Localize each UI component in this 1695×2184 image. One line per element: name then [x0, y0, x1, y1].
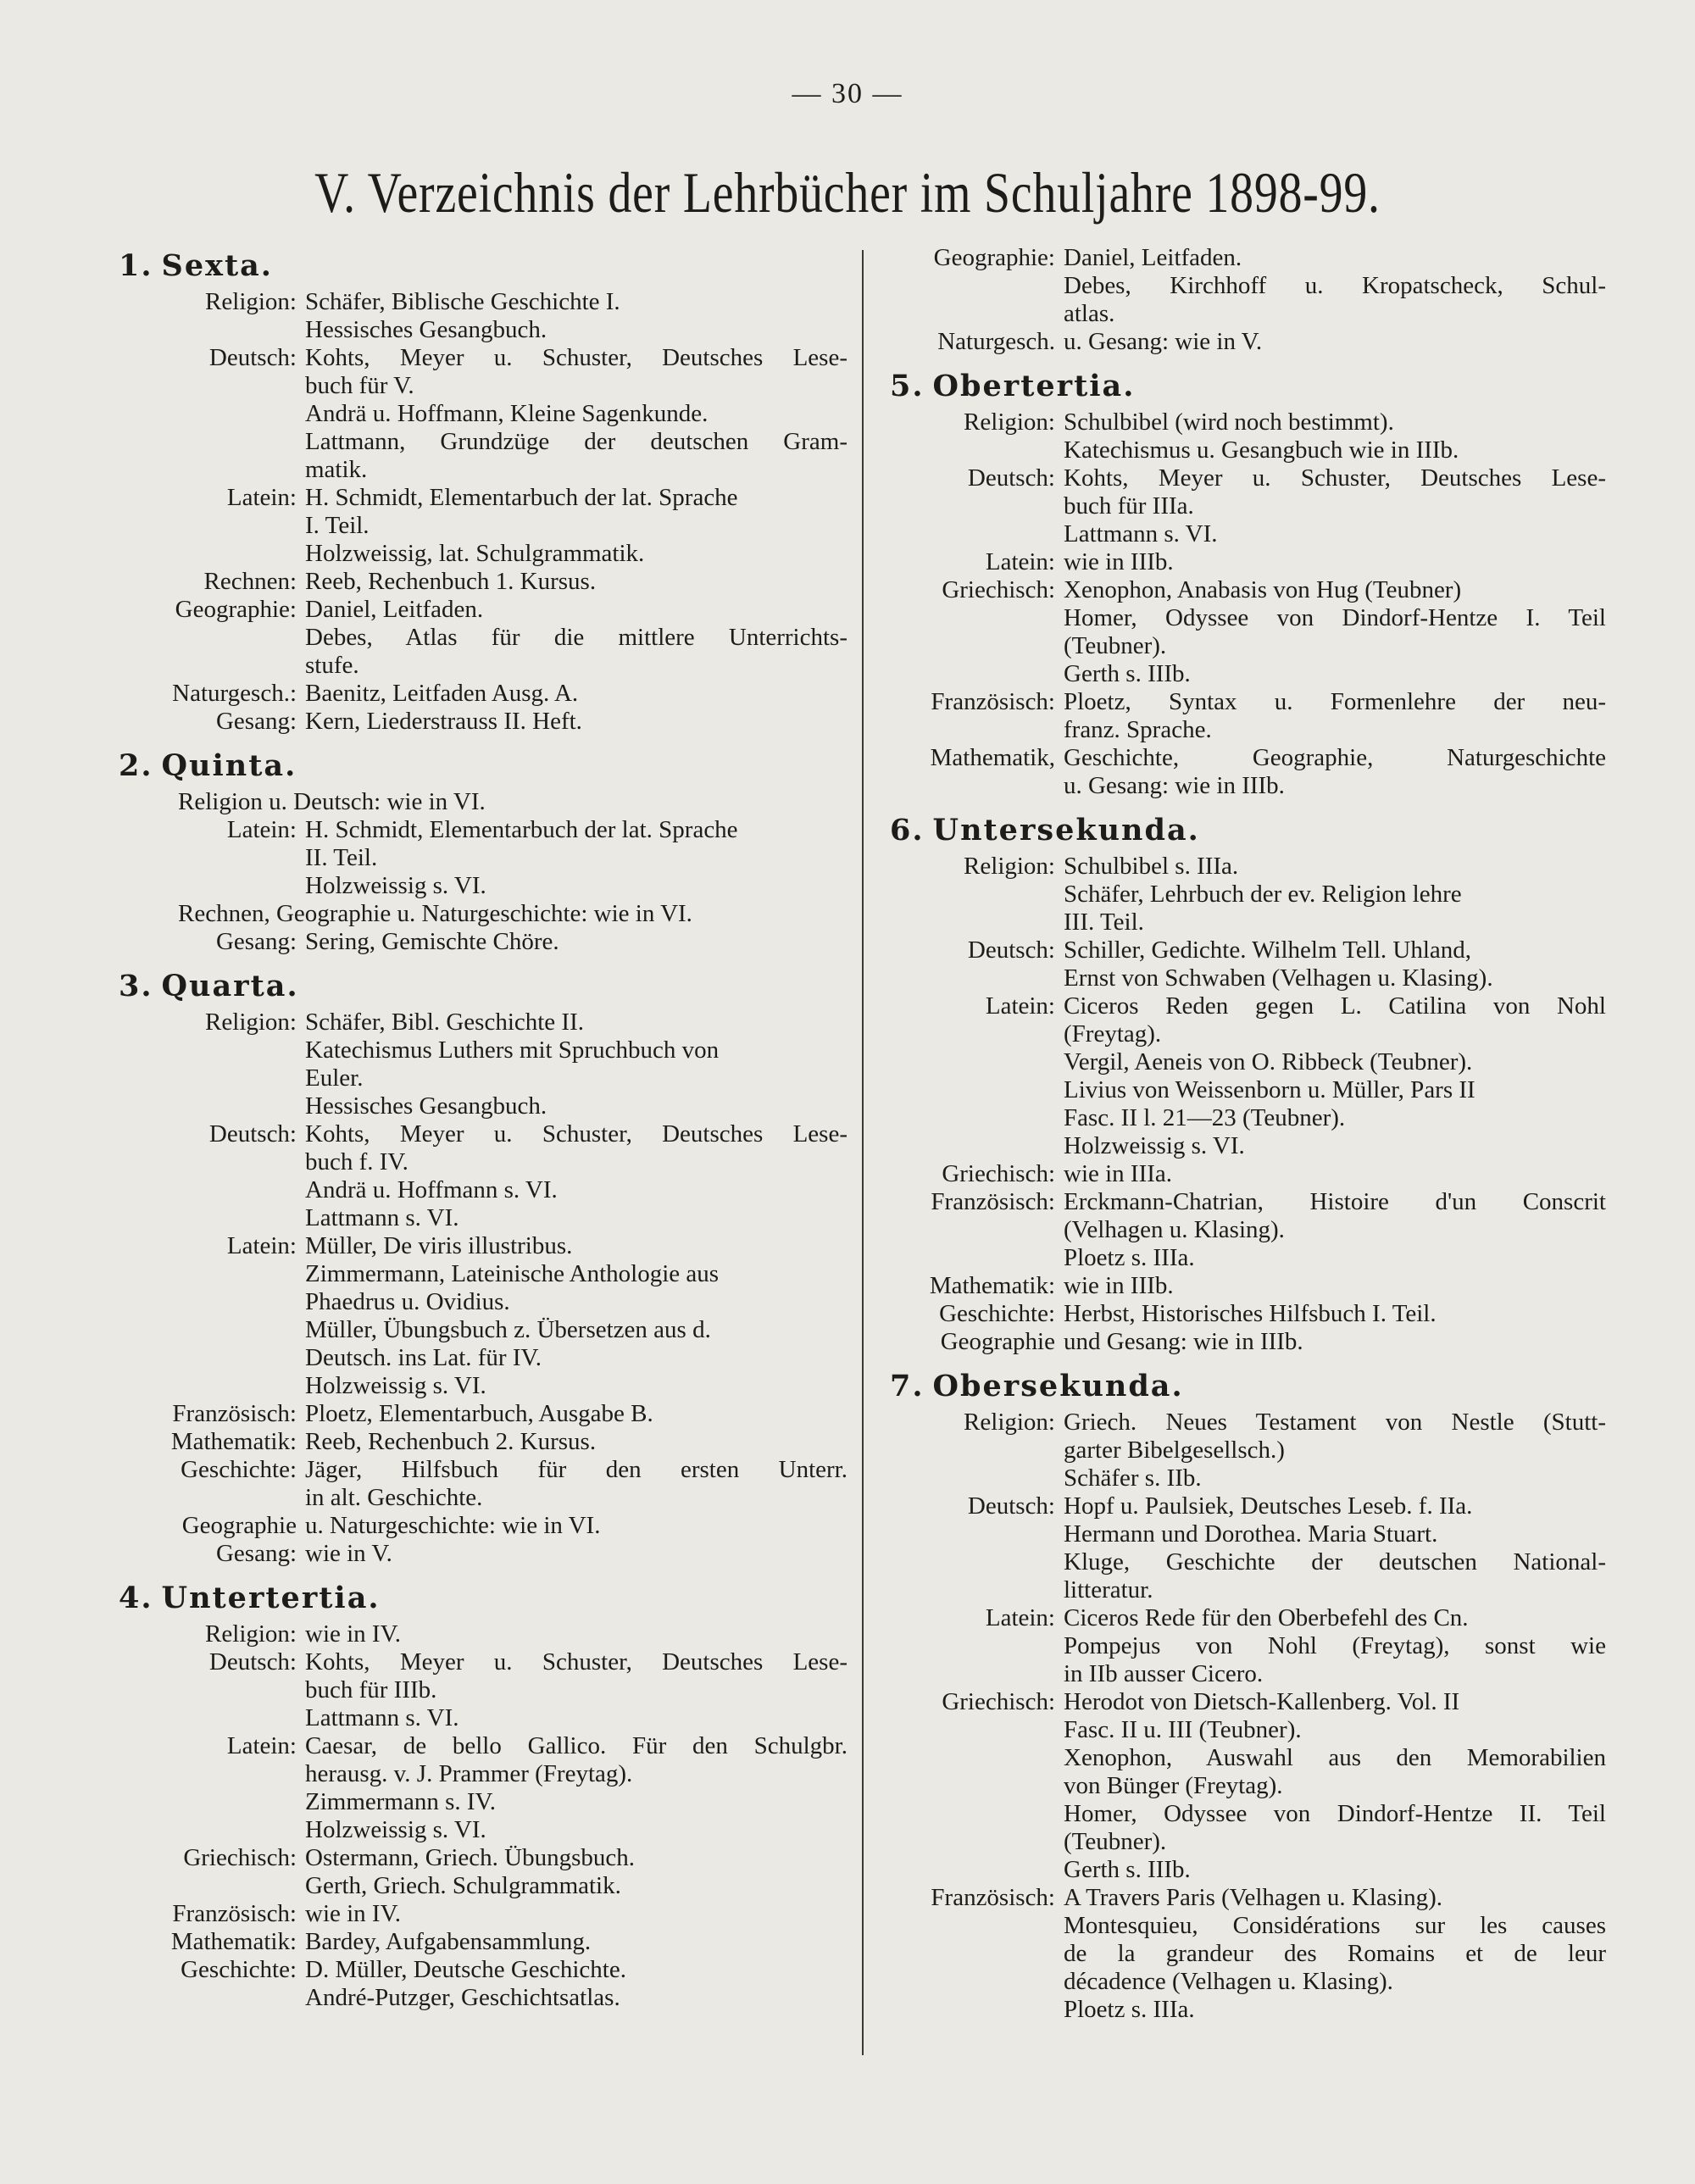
subject-label: Latein: — [226, 816, 297, 843]
book-list — [305, 1900, 848, 1928]
book-line: Andrä u. Hoffmann s. VI. — [305, 1176, 558, 1203]
subject-label: Griechisch: — [942, 576, 1055, 603]
book-line: Kluge, Geschichte der deutschen National- — [1064, 1548, 1606, 1575]
subject-label: Französisch: — [931, 1884, 1055, 1911]
page-number: — 30 — — [792, 78, 903, 109]
section-number: 4. — [119, 1581, 153, 1615]
book-line: Debes, Atlas für die mittlere Unterrichts- — [305, 624, 848, 651]
section-number: 5. — [890, 369, 925, 403]
book-line: Homer, Odyssee von Dindorf-Hentze II. Teil — [1064, 1800, 1606, 1827]
book-line: André-Putzger, Geschichtsatlas. — [305, 1984, 620, 2011]
subject-label: Naturgesch. — [937, 328, 1055, 355]
book-list — [1064, 328, 1606, 356]
subject-label: Gesang: — [215, 1540, 297, 1567]
book-line: Caesar, de bello Gallico. Für den Schulgbr. — [305, 1732, 848, 1759]
book-line: Phaedrus u. Ovidius. — [305, 1288, 510, 1315]
entry-line: Rechnen, Geographie u. Naturgeschichte: wie in VI. — [178, 900, 692, 927]
book-line: Baenitz, Leitfaden Ausg. A. — [305, 680, 579, 707]
book-line: buch für IIIb. — [305, 1676, 437, 1703]
book-line: Gerth s. IIIb. — [1064, 1856, 1191, 1883]
book-list — [305, 928, 848, 956]
book-line: Schulbibel s. IIIa. — [1064, 853, 1239, 880]
book-line: Ciceros Reden gegen L. Catilina von Nohl — [1064, 992, 1606, 1020]
section-name: Sexta. — [161, 248, 273, 283]
book-line: wie in IIIb. — [1064, 548, 1174, 575]
entry — [890, 1409, 1606, 1492]
section-name: Quarta. — [161, 969, 299, 1003]
book-line: wie in V. — [305, 1540, 392, 1567]
book-line: matik. — [305, 456, 368, 483]
book-line: garter Bibelgesellsch.) — [1064, 1437, 1285, 1464]
book-line: Fasc. II l. 21—23 (Teubner). — [1064, 1104, 1346, 1131]
book-list — [1064, 853, 1606, 936]
subject-label: Mathematik: — [170, 1928, 297, 1955]
subject-label: Mathematik: — [929, 1272, 1055, 1299]
book-line: Geschichte, Geographie, Naturgeschichte — [1064, 744, 1606, 771]
book-line: décadence (Velhagen u. Klasing). — [1064, 1968, 1393, 1995]
book-line: Kohts, Meyer u. Schuster, Deutsches Lese- — [305, 344, 848, 371]
book-list — [305, 1648, 848, 1732]
book-line: Lattmann s. VI. — [305, 1704, 459, 1731]
subject-label: Deutsch: — [967, 936, 1055, 964]
subject-label: Griechisch: — [183, 1844, 297, 1871]
entry — [890, 1328, 1606, 1356]
book-line: Erckmann-Chatrian, Histoire d'un Conscrit — [1064, 1188, 1606, 1215]
book-line: Daniel, Leitfaden. — [1064, 244, 1242, 271]
book-line: Lattmann s. VI. — [1064, 520, 1218, 547]
book-line: Hopf u. Paulsiek, Deutsches Leseb. f. IIa. — [1064, 1492, 1473, 1520]
book-line: Herodot von Dietsch-Kallenberg. Vol. II — [1064, 1688, 1460, 1715]
subject-label: Französisch: — [172, 1900, 297, 1927]
entry — [119, 484, 848, 568]
subject-label: Religion: — [205, 288, 297, 315]
subject-label: Geographie — [940, 1328, 1055, 1355]
entry — [119, 1732, 848, 1844]
book-line: Schäfer, Lehrbuch der ev. Religion lehre — [1064, 881, 1462, 908]
book-list — [305, 596, 848, 680]
book-line: buch für V. — [305, 372, 414, 399]
section-number: 1. — [119, 248, 153, 283]
subject-label: Latein: — [226, 1732, 297, 1759]
page-title: V. Verzeichnis der Lehrbücher im Schuljahre 1898-99. — [314, 160, 1381, 225]
section-heading — [119, 964, 848, 1009]
book-line: Reeb, Rechenbuch 1. Kursus. — [305, 568, 597, 595]
subject-label: Geographie: — [933, 244, 1055, 271]
book-line: von Bünger (Freytag). — [1064, 1772, 1283, 1799]
book-line: Schäfer, Bibl. Geschichte II. — [305, 1009, 584, 1036]
subject-label: Religion: — [964, 853, 1055, 880]
book-list — [1064, 1300, 1606, 1328]
book-line: (Velhagen u. Klasing). — [1064, 1216, 1285, 1243]
subject-label: Französisch: — [931, 1188, 1055, 1215]
book-line: Xenophon, Anabasis von Hug (Teubner) — [1064, 576, 1462, 603]
subject-label: Deutsch: — [967, 1492, 1055, 1520]
book-line: Hessisches Gesangbuch. — [305, 1092, 547, 1120]
section-heading — [890, 1364, 1606, 1409]
section-heading — [119, 744, 848, 788]
book-line: Ciceros Rede für den Oberbefehl des Cn. — [1064, 1604, 1469, 1631]
book-line: wie in IIIb. — [1064, 1272, 1174, 1299]
entry — [890, 1300, 1606, 1328]
book-line: litteratur. — [1064, 1576, 1153, 1603]
book-list — [1064, 408, 1606, 464]
entry — [890, 744, 1606, 800]
entry — [119, 344, 848, 484]
subject-label: Geschichte: — [939, 1300, 1055, 1327]
subject-label: Religion: — [964, 1409, 1055, 1436]
section-name: Untersekunda. — [932, 813, 1200, 847]
entry — [119, 1956, 848, 2012]
subject-label: Griechisch: — [942, 1160, 1055, 1187]
entry — [119, 1009, 848, 1120]
book-list — [305, 816, 848, 900]
book-list — [1064, 744, 1606, 800]
section-name: Obersekunda. — [932, 1369, 1184, 1403]
book-list — [1064, 1272, 1606, 1300]
book-list — [305, 708, 848, 736]
entry — [890, 1188, 1606, 1272]
section-heading — [119, 1576, 848, 1620]
book-line: Lattmann s. VI. — [305, 1204, 459, 1231]
subject-label: Latein: — [226, 1232, 297, 1259]
book-line: u. Naturgeschichte: wie in VI. — [305, 1512, 601, 1539]
entry — [119, 680, 848, 708]
book-line: (Teubner). — [1064, 1828, 1167, 1855]
book-list — [1064, 936, 1606, 992]
book-line: Schiller, Gedichte. Wilhelm Tell. Uhland, — [1064, 936, 1472, 964]
entry — [119, 1648, 848, 1732]
entry — [890, 936, 1606, 992]
book-list — [1064, 1688, 1606, 1884]
subject-label: Mathematik: — [170, 1428, 297, 1455]
book-line: (Freytag). — [1064, 1020, 1162, 1048]
entry — [890, 1160, 1606, 1188]
book-line: Holzweissig s. VI. — [305, 872, 486, 899]
book-line: Müller, Übungsbuch z. Übersetzen aus d. — [305, 1316, 711, 1343]
book-list — [305, 1928, 848, 1956]
book-list — [1064, 1188, 1606, 1272]
book-line: Euler. — [305, 1064, 364, 1092]
book-line: Kern, Liederstrauss II. Heft. — [305, 708, 582, 735]
entry — [119, 1512, 848, 1540]
book-line: stufe. — [305, 652, 359, 679]
subject-label: Geographie — [181, 1512, 297, 1539]
book-line: Xenophon, Auswahl aus den Memorabilien — [1064, 1744, 1606, 1771]
entry — [119, 1400, 848, 1428]
book-list — [305, 1844, 848, 1900]
book-line: Jäger, Hilfsbuch für den ersten Unterr. — [305, 1456, 848, 1483]
book-line: II. Teil. — [305, 844, 378, 871]
book-list — [1064, 576, 1606, 688]
book-line: Holzweissig s. VI. — [305, 1372, 486, 1399]
section-number: 3. — [119, 969, 153, 1003]
book-line: buch für IIIa. — [1064, 492, 1194, 520]
book-list — [1064, 688, 1606, 744]
entry — [890, 244, 1606, 328]
book-line: Holzweissig s. VI. — [305, 1816, 486, 1843]
book-line: Ploetz, Elementarbuch, Ausgabe B. — [305, 1400, 653, 1427]
subject-label: Latein: — [226, 484, 297, 511]
book-list — [1064, 1604, 1606, 1688]
entry — [119, 1456, 848, 1512]
book-line: Gerth, Griech. Schulgrammatik. — [305, 1872, 621, 1899]
book-line: Kohts, Meyer u. Schuster, Deutsches Lese- — [1064, 464, 1606, 492]
book-line: Kohts, Meyer u. Schuster, Deutsches Lese- — [305, 1648, 848, 1676]
book-line: Fasc. II u. III (Teubner). — [1064, 1716, 1302, 1743]
book-line: Daniel, Leitfaden. — [305, 596, 484, 623]
book-line: Hermann und Dorothea. Maria Stuart. — [1064, 1520, 1438, 1548]
subject-label: Französisch: — [931, 688, 1055, 715]
book-line: u. Gesang: wie in V. — [1064, 328, 1263, 355]
book-line: (Teubner). — [1064, 632, 1167, 659]
entry — [119, 1928, 848, 1956]
book-line: herausg. v. J. Prammer (Freytag). — [305, 1760, 633, 1787]
book-list — [1064, 548, 1606, 576]
book-line: Debes, Kirchhoff u. Kropatscheck, Schul- — [1064, 272, 1606, 299]
book-line: III. Teil. — [1064, 909, 1144, 936]
book-line: Gerth s. IIIb. — [1064, 660, 1191, 687]
book-list — [1064, 244, 1606, 328]
book-line: Holzweissig, lat. Schulgrammatik. — [305, 540, 645, 567]
book-line: Deutsch. ins Lat. für IV. — [305, 1344, 542, 1371]
book-line: u. Gesang: wie in IIIb. — [1064, 772, 1285, 799]
book-list — [1064, 1160, 1606, 1188]
book-line: Vergil, Aeneis von O. Ribbeck (Teubner). — [1064, 1048, 1473, 1075]
book-list — [305, 344, 848, 484]
book-line: Griech. Neues Testament von Nestle (Stutt- — [1064, 1409, 1606, 1436]
book-line: Katechismus Luthers mit Spruchbuch von — [305, 1036, 720, 1064]
book-line: Herbst, Historisches Hilfsbuch I. Teil. — [1064, 1300, 1437, 1327]
book-list — [305, 568, 848, 596]
entry — [890, 576, 1606, 688]
subject-label: Gesang: — [215, 708, 297, 735]
entry — [119, 596, 848, 680]
entry — [119, 1844, 848, 1900]
section-name: Untertertia. — [161, 1581, 381, 1615]
book-line: Ernst von Schwaben (Velhagen u. Klasing). — [1064, 964, 1493, 992]
entry — [119, 568, 848, 596]
entry — [890, 464, 1606, 548]
section-heading — [890, 809, 1606, 853]
book-line: Lattmann, Grundzüge der deutschen Gram- — [305, 428, 848, 455]
book-line: Holzweissig s. VI. — [1064, 1132, 1245, 1159]
book-line: Schäfer, Biblische Geschichte I. — [305, 288, 620, 315]
book-line: Zimmermann, Lateinische Anthologie aus — [305, 1260, 720, 1287]
subject-label: Religion: — [205, 1620, 297, 1648]
right-column — [890, 244, 1606, 2024]
subject-label: Deutsch: — [967, 464, 1055, 492]
book-line: Livius von Weissenborn u. Müller, Pars II — [1064, 1076, 1475, 1103]
section-number: 6. — [890, 813, 925, 847]
book-list — [305, 1956, 848, 2012]
book-line: buch f. IV. — [305, 1148, 408, 1175]
book-line: Montesquieu, Considérations sur les causes — [1064, 1912, 1606, 1939]
entry — [890, 1604, 1606, 1688]
subject-label: Deutsch: — [208, 344, 297, 371]
subject-label: Griechisch: — [942, 1688, 1055, 1715]
book-line: wie in IIIa. — [1064, 1160, 1173, 1187]
entry — [890, 1688, 1606, 1884]
book-list — [305, 1620, 848, 1648]
subject-label: Gesang: — [215, 928, 297, 955]
section-heading — [890, 364, 1606, 408]
section-number: 7. — [890, 1369, 925, 1403]
subject-label: Latein: — [985, 548, 1055, 575]
book-list — [1064, 1328, 1606, 1356]
subject-label: Rechnen: — [203, 568, 297, 595]
book-line: Sering, Gemischte Chöre. — [305, 928, 559, 955]
entry — [119, 1540, 848, 1568]
book-line: Schulbibel (wird noch bestimmt). — [1064, 408, 1394, 436]
book-list — [305, 1232, 848, 1400]
book-line: franz. Sprache. — [1064, 716, 1212, 743]
subject-label: Religion: — [205, 1009, 297, 1036]
book-line: Homer, Odyssee von Dindorf-Hentze I. Teil — [1064, 604, 1606, 631]
entry — [890, 853, 1606, 936]
book-line: Kohts, Meyer u. Schuster, Deutsches Lese- — [305, 1120, 848, 1148]
book-line: Ploetz, Syntax u. Formenlehre der neu- — [1064, 688, 1606, 715]
book-line: wie in IV. — [305, 1900, 402, 1927]
entry — [890, 1272, 1606, 1300]
book-line: I. Teil. — [305, 512, 370, 539]
book-line: Ostermann, Griech. Übungsbuch. — [305, 1844, 635, 1871]
book-line: Katechismus u. Gesangbuch wie in IIIb. — [1064, 436, 1459, 464]
subject-label: Deutsch: — [208, 1120, 297, 1148]
entry-line: Religion u. Deutsch: wie in VI. — [178, 788, 486, 815]
entry — [890, 1884, 1606, 2024]
book-line: Andrä u. Hoffmann, Kleine Sagenkunde. — [305, 400, 709, 427]
entry — [890, 688, 1606, 744]
entry — [119, 1120, 848, 1232]
entry — [119, 1232, 848, 1400]
book-line: Zimmermann s. IV. — [305, 1788, 496, 1815]
book-line: Bardey, Aufgabensammlung. — [305, 1928, 592, 1955]
entry — [119, 1428, 848, 1456]
book-list — [1064, 1492, 1606, 1604]
entry — [890, 992, 1606, 1160]
section-name: Obertertia. — [932, 369, 1136, 403]
column-divider — [862, 250, 864, 2055]
book-list — [305, 1540, 848, 1568]
entry — [119, 288, 848, 344]
subject-label: Deutsch: — [208, 1648, 297, 1676]
book-line: und Gesang: wie in IIIb. — [1064, 1328, 1303, 1355]
book-line: Ploetz s. IIIa. — [1064, 1996, 1195, 2023]
book-line: wie in IV. — [305, 1620, 402, 1648]
book-list — [305, 680, 848, 708]
entry — [119, 928, 848, 956]
book-line: atlas. — [1064, 300, 1115, 327]
book-line: H. Schmidt, Elementarbuch der lat. Sprache — [305, 816, 738, 843]
book-line: in alt. Geschichte. — [305, 1484, 483, 1511]
subject-label: Französisch: — [172, 1400, 297, 1427]
entry — [890, 1492, 1606, 1604]
book-list — [1064, 1884, 1606, 2024]
entry — [119, 1620, 848, 1648]
entry — [119, 816, 848, 900]
subject-label: Geschichte: — [181, 1456, 297, 1483]
entry — [890, 408, 1606, 464]
book-line: Schäfer s. IIb. — [1064, 1464, 1202, 1492]
book-list — [305, 1120, 848, 1232]
subject-label: Naturgesch.: — [172, 680, 297, 707]
book-list — [305, 1009, 848, 1120]
subject-label: Latein: — [985, 992, 1055, 1020]
subject-label: Geographie: — [175, 596, 297, 623]
subject-label: Religion: — [964, 408, 1055, 436]
entry — [890, 548, 1606, 576]
book-line: Ploetz s. IIIa. — [1064, 1244, 1195, 1271]
entry — [119, 708, 848, 736]
book-list — [305, 1400, 848, 1428]
book-line: Müller, De viris illustribus. — [305, 1232, 573, 1259]
section-heading — [119, 244, 848, 288]
book-line: in IIb ausser Cicero. — [1064, 1660, 1264, 1687]
book-list — [305, 484, 848, 568]
subject-label: Latein: — [985, 1604, 1055, 1631]
book-line: A Travers Paris (Velhagen u. Klasing). — [1064, 1884, 1443, 1911]
section-name: Quinta. — [161, 748, 297, 783]
book-list — [305, 288, 848, 344]
book-line: Reeb, Rechenbuch 2. Kursus. — [305, 1428, 597, 1455]
book-list — [305, 1456, 848, 1512]
section-number: 2. — [119, 748, 153, 783]
book-list — [1064, 992, 1606, 1160]
book-list — [1064, 464, 1606, 548]
book-line: Hessisches Gesangbuch. — [305, 316, 547, 343]
book-list — [1064, 1409, 1606, 1492]
book-line: D. Müller, Deutsche Geschichte. — [305, 1956, 626, 1983]
book-line: H. Schmidt, Elementarbuch der lat. Sprache — [305, 484, 738, 511]
book-line: Pompejus von Nohl (Freytag), sonst wie — [1064, 1632, 1606, 1659]
subject-label: Mathematik, — [930, 744, 1055, 771]
left-column — [119, 244, 848, 2012]
subject-label: Geschichte: — [181, 1956, 297, 1983]
book-list — [305, 1428, 848, 1456]
entry — [119, 1900, 848, 1928]
book-list — [305, 1512, 848, 1540]
entry — [890, 328, 1606, 356]
book-line: de la grandeur des Romains et de leur — [1064, 1940, 1606, 1967]
book-list — [305, 1732, 848, 1844]
